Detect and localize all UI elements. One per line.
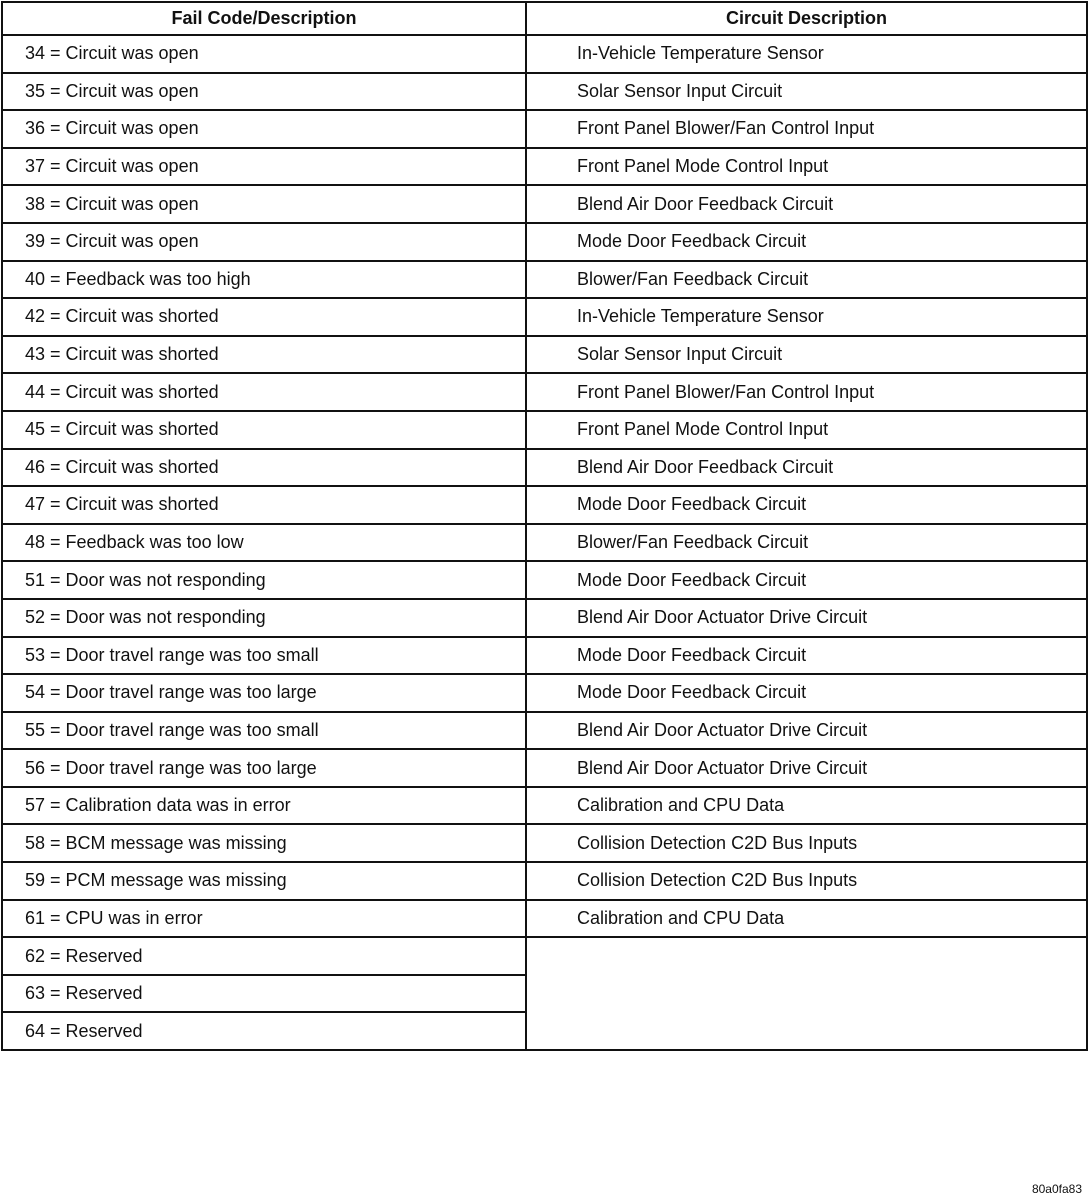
fail-code-cell: 42 = Circuit was shorted — [2, 298, 526, 336]
table-row — [2, 637, 1087, 675]
fail-code-cell: 54 = Door travel range was too large — [2, 674, 526, 712]
figure-id: 80a0fa83 — [1031, 1182, 1082, 1196]
table-row — [2, 561, 1087, 599]
circuit-description-cell: Mode Door Feedback Circuit — [526, 223, 1087, 261]
table-row — [2, 261, 1087, 299]
table-row — [2, 449, 1087, 487]
circuit-description-cell: Mode Door Feedback Circuit — [526, 637, 1087, 675]
fail-code-cell: 39 = Circuit was open — [2, 223, 526, 261]
circuit-description-cell: Front Panel Mode Control Input — [526, 411, 1087, 449]
table-row — [2, 486, 1087, 524]
table-row — [2, 411, 1087, 449]
circuit-description-cell: Solar Sensor Input Circuit — [526, 336, 1087, 374]
fail-code-cell: 53 = Door travel range was too small — [2, 637, 526, 675]
circuit-description-cell: Front Panel Blower/Fan Control Input — [526, 110, 1087, 148]
fail-code-cell: 63 = Reserved — [2, 975, 526, 1013]
fail-code-cell: 57 = Calibration data was in error — [2, 787, 526, 825]
circuit-description-cell: Calibration and CPU Data — [526, 787, 1087, 825]
table-row — [2, 298, 1087, 336]
header-circuit-description: Circuit Description — [526, 2, 1087, 35]
circuit-description-cell: Blend Air Door Actuator Drive Circuit — [526, 712, 1087, 750]
table-body — [2, 35, 1087, 1050]
fail-code-cell: 62 = Reserved — [2, 937, 526, 975]
fail-code-cell: 45 = Circuit was shorted — [2, 411, 526, 449]
fail-code-cell: 38 = Circuit was open — [2, 185, 526, 223]
table-row — [2, 373, 1087, 411]
fail-code-cell: 34 = Circuit was open — [2, 35, 526, 73]
fail-code-cell: 40 = Feedback was too high — [2, 261, 526, 299]
circuit-description-cell: Blend Air Door Feedback Circuit — [526, 449, 1087, 487]
circuit-description-cell: Blower/Fan Feedback Circuit — [526, 261, 1087, 299]
table-row — [2, 749, 1087, 787]
circuit-description-cell: Mode Door Feedback Circuit — [526, 674, 1087, 712]
table-row — [2, 35, 1087, 73]
circuit-description-cell: In-Vehicle Temperature Sensor — [526, 298, 1087, 336]
table-row — [2, 223, 1087, 261]
table-header-row — [2, 2, 1087, 35]
circuit-description-cell: Blower/Fan Feedback Circuit — [526, 524, 1087, 562]
fail-code-cell: 64 = Reserved — [2, 1012, 526, 1050]
fail-code-cell: 56 = Door travel range was too large — [2, 749, 526, 787]
table-row — [2, 110, 1087, 148]
table-row — [2, 862, 1087, 900]
table-row — [2, 599, 1087, 637]
table-row — [2, 336, 1087, 374]
circuit-description-cell: Mode Door Feedback Circuit — [526, 561, 1087, 599]
table-row — [2, 900, 1087, 938]
table-row — [2, 185, 1087, 223]
fail-code-cell: 46 = Circuit was shorted — [2, 449, 526, 487]
empty-circuit-cell — [526, 937, 1087, 1050]
fail-code-table — [1, 1, 1088, 1051]
header-fail-code: Fail Code/Description — [2, 2, 526, 35]
table-row — [2, 674, 1087, 712]
circuit-description-cell: Calibration and CPU Data — [526, 900, 1087, 938]
table-row — [2, 937, 1087, 975]
table-row — [2, 824, 1087, 862]
circuit-description-cell: Front Panel Blower/Fan Control Input — [526, 373, 1087, 411]
circuit-description-cell: Blend Air Door Actuator Drive Circuit — [526, 599, 1087, 637]
circuit-description-cell: Blend Air Door Feedback Circuit — [526, 185, 1087, 223]
table-row — [2, 73, 1087, 111]
circuit-description-cell: Blend Air Door Actuator Drive Circuit — [526, 749, 1087, 787]
fail-code-cell: 44 = Circuit was shorted — [2, 373, 526, 411]
fail-code-cell: 55 = Door travel range was too small — [2, 712, 526, 750]
fail-code-cell: 48 = Feedback was too low — [2, 524, 526, 562]
circuit-description-cell: Mode Door Feedback Circuit — [526, 486, 1087, 524]
table-row — [2, 712, 1087, 750]
fail-code-cell: 43 = Circuit was shorted — [2, 336, 526, 374]
table-row — [2, 148, 1087, 186]
fail-code-cell: 51 = Door was not responding — [2, 561, 526, 599]
fail-code-cell: 61 = CPU was in error — [2, 900, 526, 938]
fail-code-cell: 59 = PCM message was missing — [2, 862, 526, 900]
fail-code-cell: 58 = BCM message was missing — [2, 824, 526, 862]
table-row — [2, 524, 1087, 562]
fail-code-cell: 35 = Circuit was open — [2, 73, 526, 111]
table-row — [2, 787, 1087, 825]
circuit-description-cell: Collision Detection C2D Bus Inputs — [526, 862, 1087, 900]
fail-code-cell: 37 = Circuit was open — [2, 148, 526, 186]
fail-code-cell: 47 = Circuit was shorted — [2, 486, 526, 524]
circuit-description-cell: Collision Detection C2D Bus Inputs — [526, 824, 1087, 862]
fail-code-cell: 52 = Door was not responding — [2, 599, 526, 637]
circuit-description-cell: Front Panel Mode Control Input — [526, 148, 1087, 186]
circuit-description-cell: Solar Sensor Input Circuit — [526, 73, 1087, 111]
circuit-description-cell: In-Vehicle Temperature Sensor — [526, 35, 1087, 73]
fail-code-cell: 36 = Circuit was open — [2, 110, 526, 148]
